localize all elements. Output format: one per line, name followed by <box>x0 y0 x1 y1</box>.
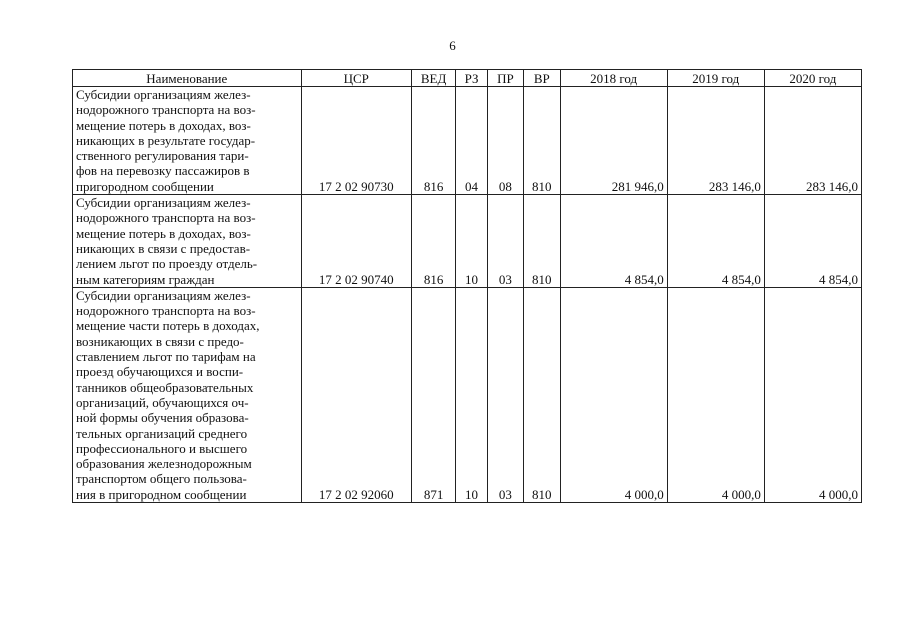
header-year-2019: 2019 год <box>667 70 764 87</box>
table-row <box>73 287 862 502</box>
row-name-line: возникающих в связи с предо- <box>76 333 244 349</box>
row-name-line: мещение части потерь в доходах, <box>76 318 260 334</box>
header-vr: ВР <box>524 70 560 87</box>
rz-cell: 10 <box>456 195 487 288</box>
csr-cell: 17 2 02 90740 <box>301 195 411 288</box>
amount-2019-cell: 4 854,0 <box>667 195 764 288</box>
row-name-cell <box>73 195 302 288</box>
row-name-line: никающих в результате государ- <box>76 132 256 148</box>
header-pr: ПР <box>487 70 523 87</box>
amount-2019-cell: 4 000,0 <box>667 287 764 502</box>
header-ved: ВЕД <box>411 70 456 87</box>
header-year-2020: 2020 год <box>764 70 861 87</box>
row-name-cell <box>73 287 302 502</box>
row-name-line: Субсидии организациям желез- <box>76 195 251 211</box>
vr-cell: 810 <box>524 195 560 288</box>
ved-cell: 816 <box>411 195 456 288</box>
ved-cell: 816 <box>411 87 456 195</box>
row-name-line: ной формы обучения образова- <box>76 410 249 426</box>
csr-cell: 17 2 02 90730 <box>301 87 411 195</box>
budget-table <box>72 69 862 503</box>
row-name-line: ным категориям граждан <box>76 271 215 287</box>
row-name-line: ственного регулирования тари- <box>76 148 249 164</box>
row-name-line: ставлением льгот по тарифам на <box>76 349 256 365</box>
header-csr: ЦСР <box>301 70 411 87</box>
amount-2018-cell: 281 946,0 <box>560 87 667 195</box>
amount-2018-cell: 4 854,0 <box>560 195 667 288</box>
rz-cell: 04 <box>456 87 487 195</box>
row-name-line: тельных организаций среднего <box>76 425 248 441</box>
row-name-line: никающих в связи с предостав- <box>76 240 251 256</box>
vr-cell: 810 <box>524 287 560 502</box>
pr-cell: 03 <box>487 195 523 288</box>
vr-cell: 810 <box>524 87 560 195</box>
table-row <box>73 195 862 288</box>
row-name-line: пригородном сообщении <box>76 178 214 194</box>
pr-cell: 08 <box>487 87 523 195</box>
pr-cell: 03 <box>487 287 523 502</box>
rz-cell: 10 <box>456 287 487 502</box>
page-number: 6 <box>449 38 456 53</box>
row-name-line: Субсидии организациям желез- <box>76 287 251 303</box>
table-header-row <box>73 70 862 87</box>
table-row <box>73 87 862 195</box>
row-name-line: транспортом общего пользова- <box>76 471 247 487</box>
row-name-line: организаций, обучающихся оч- <box>76 394 249 410</box>
row-name-line: танников общеобразовательных <box>76 379 254 395</box>
amount-2020-cell: 283 146,0 <box>764 87 861 195</box>
ved-cell: 871 <box>411 287 456 502</box>
row-name-line: профессионального и высшего <box>76 440 248 456</box>
row-name-line: нодорожного транспорта на воз- <box>76 210 256 226</box>
csr-cell: 17 2 02 92060 <box>301 287 411 502</box>
row-name-line: лением льгот по проезду отдель- <box>76 256 258 272</box>
row-name-cell <box>73 87 302 195</box>
row-name-line: мещение потерь в доходах, воз- <box>76 225 251 241</box>
row-name-line: ния в пригородном сообщении <box>76 486 247 502</box>
row-name-line: фов на перевозку пассажиров в <box>76 163 250 179</box>
amount-2018-cell: 4 000,0 <box>560 287 667 502</box>
row-name-line: мещение потерь в доходах, воз- <box>76 117 251 133</box>
row-name-line: Субсидии организациям желез- <box>76 87 251 102</box>
row-name-line: нодорожного транспорта на воз- <box>76 102 256 118</box>
header-name: Наименование <box>73 70 302 87</box>
amount-2020-cell: 4 854,0 <box>764 195 861 288</box>
amount-2020-cell: 4 000,0 <box>764 287 861 502</box>
header-year-2018: 2018 год <box>560 70 667 87</box>
row-name-line: нодорожного транспорта на воз- <box>76 303 256 319</box>
row-name-line: проезд обучающихся и воспи- <box>76 364 244 380</box>
header-rz: РЗ <box>456 70 487 87</box>
row-name-line: образования железнодорожным <box>76 456 252 472</box>
amount-2019-cell: 283 146,0 <box>667 87 764 195</box>
